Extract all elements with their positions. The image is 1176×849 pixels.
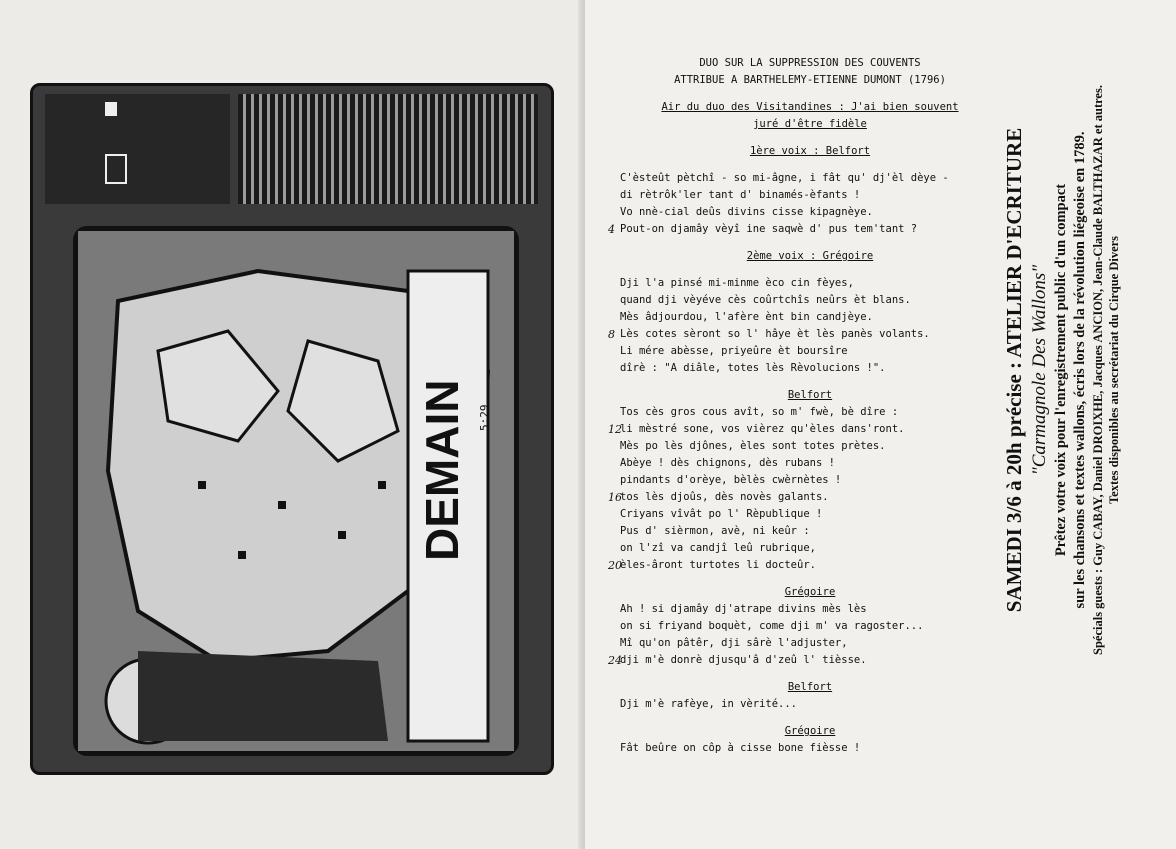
verse-line: quand dji vèyéve cès coûrtchîs neûrs èt blans. [620, 294, 911, 306]
verse-line [608, 652, 1000, 669]
verse-line-text: Lès cotes sèront so l' hâye èt lès panès volants. [620, 328, 930, 340]
tv-speaker-grille [238, 94, 538, 204]
speaker-heading: Grégoire [784, 586, 836, 598]
verse-line [608, 326, 1000, 343]
announcement-line: sur les chansons et textes wallons, écris lors de la révolution liégeoise en 1789. [1072, 131, 1088, 609]
verse-line: Fât beûre on côp à cisse bone fièsse ! [620, 742, 861, 754]
announcement-guests: Spécials guests : Guy CABAY, Daniel DROIXHE, Jacques ANCION, Jean-Claude BALTHAZAR et autres. [1091, 85, 1105, 655]
left-page [0, 0, 585, 849]
verse-line: pindants d'orèye, bèlès cwèrnètes ! [620, 474, 842, 486]
verse-line [608, 421, 1000, 438]
weather-map-drawing [78, 231, 514, 751]
verse-line [608, 221, 1000, 238]
verse-line: on l'zî va candjî leû rubrique, [620, 542, 816, 554]
speaker-heading: Belfort [787, 681, 833, 693]
line-number: 20 [608, 559, 622, 572]
event-announcement [1000, 40, 1125, 700]
verse-line-text: Pout-on djamây vèyî ine saqwè d' pus tem'tant ? [620, 223, 918, 235]
verse-line-text: dji m'è donrè djusqu'â d'zeû l' tièsse. [620, 654, 867, 666]
line-number: 24 [608, 654, 622, 667]
verse-line-text: tos lès djoûs, dès novès galants. [620, 491, 829, 503]
tv-screen [73, 226, 519, 756]
verse-line: on si friyand boquèt, come dji m' va ragoster... [620, 620, 924, 632]
announcement-footer: Textes disponibles au secrétariat du Cirque Divers [1107, 235, 1121, 505]
verse-line: dîrè : "A diâle, totes lès Rèvolucions !". [620, 362, 886, 374]
verse-line [608, 489, 1000, 506]
tv-control-panel [45, 94, 230, 204]
poem-text [608, 55, 1000, 757]
verse-line [608, 557, 1000, 574]
verse-line: Dji l'a pinsé mi-minme èco cin fèyes, [620, 277, 854, 289]
verse-line: Mès po lès djônes, èles sont totes prètes. [620, 440, 886, 452]
tv-button-icon [105, 154, 127, 184]
speaker-heading: 1ère voix : Belfort [749, 145, 871, 157]
verse-line: Abèye ! dès chignons, dès rubans ! [620, 457, 835, 469]
verse-line: Vo nnè-cial deûs divins cisse kipagnèye. [620, 206, 873, 218]
verse-line-text: èles-âront turtotes li docteûr. [620, 559, 816, 571]
verse-line: C'èsteût pètchî - so mi-âgne, i fât qu' dj'èl dèye - [620, 172, 949, 184]
verse-line: Dji m'è rafèye, in vèrité... [620, 698, 798, 710]
clock-text: 5:29 [478, 404, 491, 431]
line-number: 8 [608, 328, 615, 341]
verse-line: Ah ! si djamây dj'atrape divins mès lès [620, 603, 867, 615]
demain-sign-text: DEMAIN [416, 379, 468, 561]
tv-illustration [30, 83, 554, 775]
poem-title-1: DUO SUR LA SUPPRESSION DES COUVENTS [699, 57, 921, 69]
line-number: 16 [608, 491, 622, 504]
verse-line-text: li mèstré sone, vos vièrez qu'èles dans'ront. [620, 423, 905, 435]
verse-line: Tos cès gros cous avît, so m' fwè, bè dîre : [620, 406, 899, 418]
verse-line: Criyans vîvât po l' Rèpublique ! [620, 508, 823, 520]
speaker-heading: 2ème voix : Grégoire [746, 250, 874, 262]
verse-line: di rètrôk'ler tant d' binamés-èfants ! [620, 189, 861, 201]
verse-line: Li mére abèsse, priyeûre èt boursîre [620, 345, 848, 357]
tv-button-icon [105, 102, 117, 116]
poem-air-1: Air du duo des Visitandines : J'ai bien souvent [661, 101, 959, 113]
announcement-line: Prêtez votre voix pour l'enregistrement public d'un compact [1053, 183, 1069, 557]
line-number: 4 [608, 223, 615, 236]
speaker-heading: Belfort [787, 389, 833, 401]
speaker-heading: Grégoire [784, 725, 836, 737]
announcement-headline: SAMEDI 3/6 à 20h précise : ATELIER D'ECRITURE [1002, 127, 1026, 613]
poem-title-2: ATTRIBUE A BARTHELEMY-ETIENNE DUMONT (1796) [674, 74, 946, 86]
verse-line: Mî qu'on pâtêr, dji sârè l'adjuster, [620, 637, 848, 649]
line-number: 12 [608, 423, 622, 436]
announcement-title: "Carmagnole Des Wallons" [1029, 264, 1050, 476]
verse-line: Mès âdjourdou, l'afère ènt bin candjèye. [620, 311, 873, 323]
poem-air-2: juré d'être fidèle [753, 118, 867, 130]
verse-line: Pus d' sièrmon, avè, ni keûr : [620, 525, 810, 537]
